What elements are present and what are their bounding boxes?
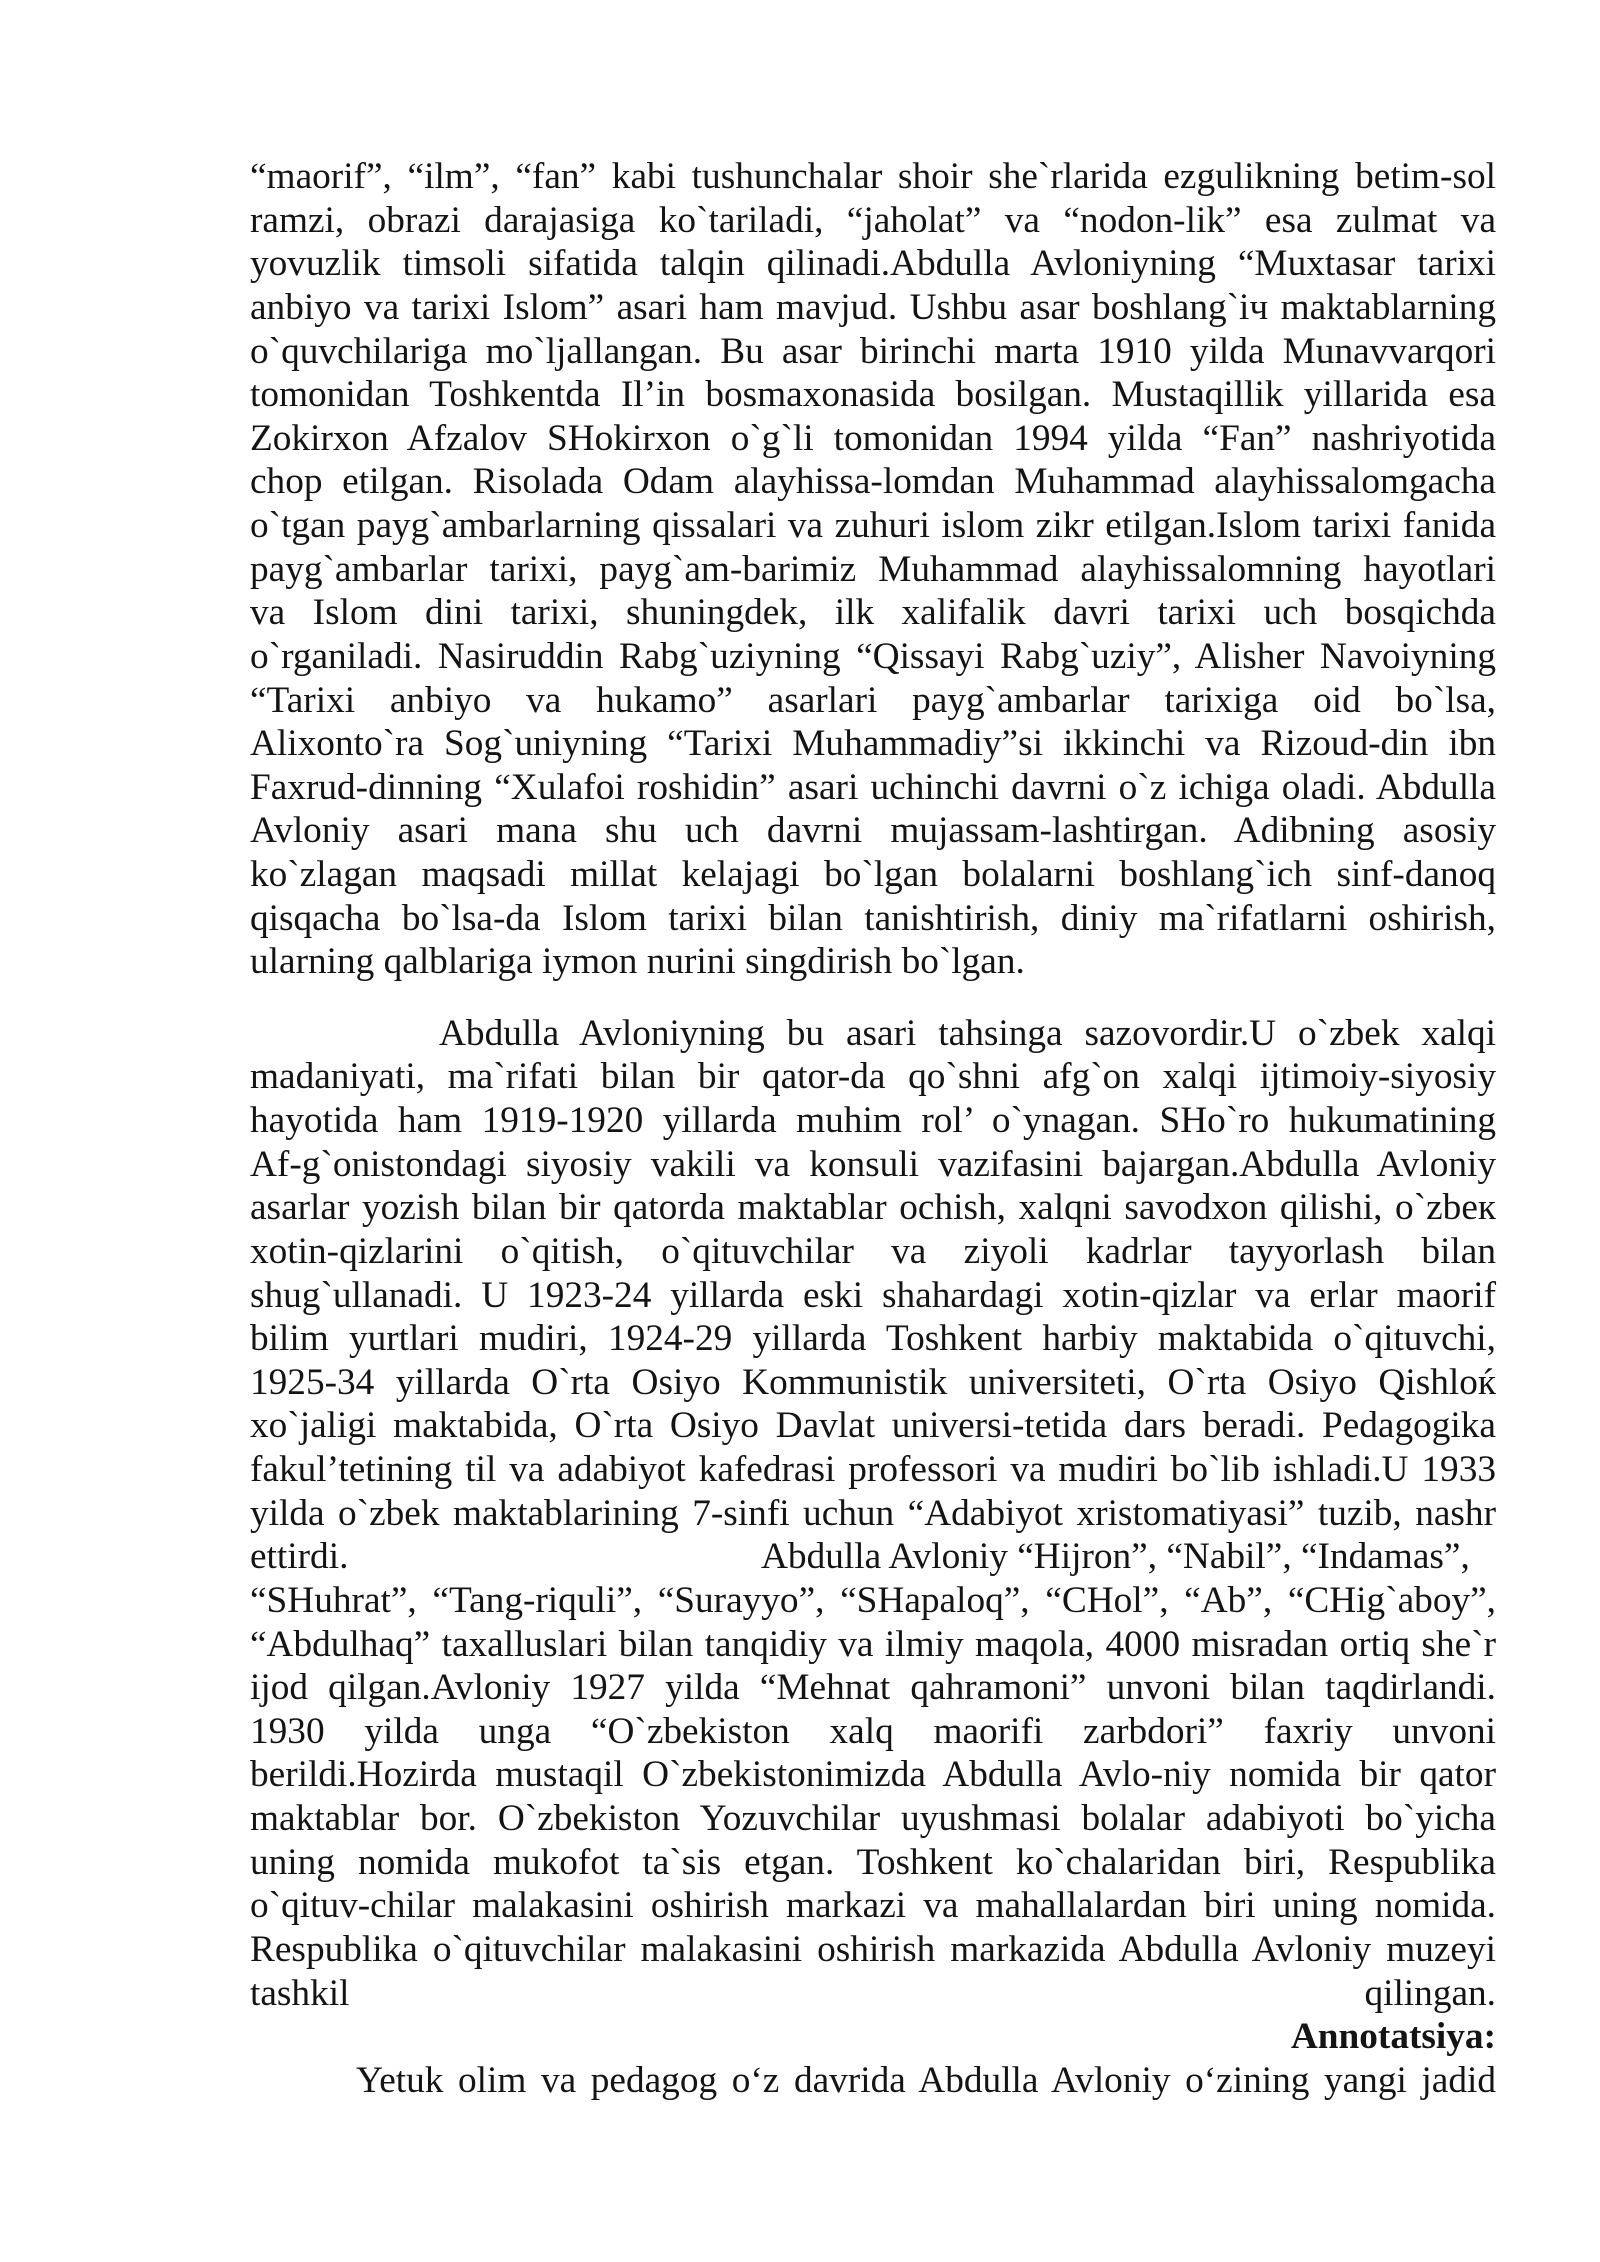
text-line: 1930 yilda unga “O`zbekiston xalq maorifi zarbdori” faxriy unvoni bbox=[250, 1710, 1496, 1752]
text-segment-start: tashkil bbox=[250, 1972, 350, 2014]
text-line: hayotida ham 1919-1920 yillarda muhim rol’ o`ynagan. SHo`ro hukumatining bbox=[250, 1100, 1496, 1142]
body-paragraph bbox=[250, 1012, 1496, 2015]
text-line: berildi.Hozirda mustaqil O`zbekistonimizda Abdulla Avlo-niy nomida bir qator bbox=[250, 1754, 1496, 1796]
tabbed-text-line bbox=[250, 1535, 1496, 1579]
text-line: Avloniy asari mana shu uch davrni mujassam-lashtirgan. Adibning asosiy bbox=[250, 810, 1496, 852]
annotation-heading: Annotatsiya: bbox=[1290, 2016, 1496, 2058]
text-line: “Tarixi anbiyo va hukamo” asarlari payg`ambarlar tarixiga oid bo`lsa, bbox=[250, 679, 1496, 721]
annotation-section bbox=[250, 2015, 1496, 2102]
text-line: Zokirxon Afzalov SHokirxon o`g`li tomonidan 1994 yilda “Fan” nashriyotida bbox=[250, 417, 1496, 459]
text-line: tomonidan Toshkentda Il’in bosmaxonasida bosilgan. Mustaqillik yillarida esa bbox=[250, 374, 1496, 416]
text-line: ramzi, obrazi darajasiga ko`tariladi, “jaholat” va “nodon-lik” esa zulmat va bbox=[250, 199, 1496, 241]
body-paragraph bbox=[250, 155, 1496, 984]
text-line: xotin-qizlarini o`qitish, o`qituvchilar va ziyoli kadrlar tayyorlash bilan bbox=[250, 1230, 1496, 1272]
text-line: “SHuhrat”, “Tang-riquli”, “Surayyo”, “SHapaloq”, “CHol”, “Ab”, “CHig`aboy”, bbox=[250, 1579, 1496, 1621]
text-line: “maorif”, “ilm”, “fan” kabi tushunchalar shoir she`rlarida ezgulikning betim-sol bbox=[250, 156, 1496, 197]
text-line: ularning qalblariga iymon nurini singdirish bo`lgan. bbox=[250, 941, 1025, 983]
text-line: o`tgan payg`ambarlarning qissalari va zuhuri islom zikr etilgan.Islom tarixi fanida bbox=[250, 505, 1496, 546]
text-line: madaniyati, ma`rifati bilan bir qator-da qo`shni afg`on xalqi ijtimoiy-siyosiy bbox=[250, 1056, 1496, 1098]
text-line: Af-g`onistondagi siyosiy vakili va konsuli vazifasini bajargan.Abdulla Avloniy bbox=[250, 1143, 1496, 1185]
closing-text-line bbox=[250, 1972, 1496, 2016]
text-line: o`qituv-chilar malakasini oshirish markazi va mahallalardan biri uning nomida. bbox=[250, 1885, 1496, 1927]
text-line: shug`ullanadi. U 1923-24 yillarda eski shahardagi xotin-qizlar va erlar maorif bbox=[250, 1274, 1496, 1316]
text-line: maktablar bor. O`zbekiston Yozuvchilar uyushmasi bolalar adabiyoti bo`yicha bbox=[250, 1798, 1496, 1840]
text-line: fakul’tetining til va adabiyot kafedrasi professori va mudiri bo`lib ishladi.U 1933 bbox=[250, 1449, 1496, 1491]
text-line: ijod qilgan.Avloniy 1927 yilda “Mehnat qahramoni” unvoni bilan taqdirlandi. bbox=[250, 1667, 1496, 1709]
text-line: Faxrud-dinning “Xulafoi roshidin” asari uchinchi davrni o`z ichiga oladi. Abdulla bbox=[250, 766, 1496, 808]
text-line: yovuzlik timsoli sifatida talqin qilinadi.Abdulla Avloniyning “Muxtasar tarixi bbox=[250, 243, 1496, 285]
body-section bbox=[250, 1012, 1496, 2103]
text-line: o`quvchilariga mo`ljallangan. Bu asar birinchi marta 1910 yilda Munavvarqori bbox=[250, 330, 1496, 372]
text-segment-before-tab: ettirdi. bbox=[250, 1536, 349, 1578]
text-line: payg`ambarlar tarixi, payg`am-barimiz Muhammad alayhissalomning hayotlari bbox=[250, 548, 1496, 590]
text-line: qisqacha bo`lsa-da Islom tarixi bilan tanishtirish, diniy ma`rifatlarni oshirish, bbox=[250, 897, 1496, 939]
text-line: Yetuk olim va pedagog o‘z davrida Abdulla Avloniy o‘zining yangi jadid bbox=[356, 2059, 1496, 2101]
text-line: xo`jaligi maktabida, O`rta Osiyo Davlat universi-tetida dars beradi. Pedagogika bbox=[250, 1405, 1496, 1447]
text-line: va Islom dini tarixi, shuningdek, ilk xalifalik davri tarixi uch bosqichda bbox=[250, 592, 1496, 634]
text-line: Alixonto`ra Sog`uniyning “Tarixi Muhammadiy”si ikkinchi va Rizoud-din ibn bbox=[250, 723, 1496, 765]
text-line: 1925-34 yillarda O`rta Osiyo Kommunistik universiteti, O`rta Osiyo Qishloќ bbox=[250, 1361, 1496, 1403]
text-line: yilda o`zbek maktablarining 7-sinfi uchun “Adabiyot xristomatiyasi” tuzib, nashr bbox=[250, 1492, 1496, 1534]
text-line: o`rganiladi. Nasiruddin Rabg`uziyning “Qissayi Rabg`uziy”, Alisher Navoiyning bbox=[250, 635, 1496, 677]
text-line: anbiyo va tarixi Islom” asari ham mavjud. Ushbu asar boshlang`iч maktablarning bbox=[250, 286, 1496, 328]
text-line: uning nomida mukofot ta`sis etgan. Toshkent ko`chalaridan biri, Respublika bbox=[250, 1841, 1496, 1883]
text-line: Respublika o`qituvchilar malakasini oshirish markazida Abdulla Avloniy muzeyi bbox=[250, 1928, 1496, 1970]
text-segment-end: qilingan. bbox=[1364, 1972, 1496, 2014]
text-line: asarlar yozish bilan bir qatorda maktablar ochish, xalqni savodxon qilishi, o`zbeк bbox=[250, 1187, 1496, 1229]
text-segment-after-tab: Abdulla Avloniy “Hijron”, “Nabil”, “Indamas”, bbox=[761, 1536, 1470, 1578]
text-line: Abdulla Avloniyning bu asari tahsinga sazovordir.U o`zbek xalqi bbox=[439, 1012, 1496, 1054]
text-line: ko`zlagan maqsadi millat kelajagi bo`lgan bolalarni boshlang`ich sinf-danoq bbox=[250, 854, 1496, 895]
text-line: “Abdulhaq” taxalluslari bilan tanqidiy va ilmiy maqola, 4000 misradan ortiq she`r bbox=[250, 1623, 1496, 1665]
text-line: bilim yurtlari mudiri, 1924-29 yillarda Toshkent harbiy maktabida o`qituvchi, bbox=[250, 1318, 1496, 1360]
text-line: chop etilgan. Risolada Odam alayhissa-lomdan Muhammad alayhissalomgacha bbox=[250, 461, 1496, 503]
